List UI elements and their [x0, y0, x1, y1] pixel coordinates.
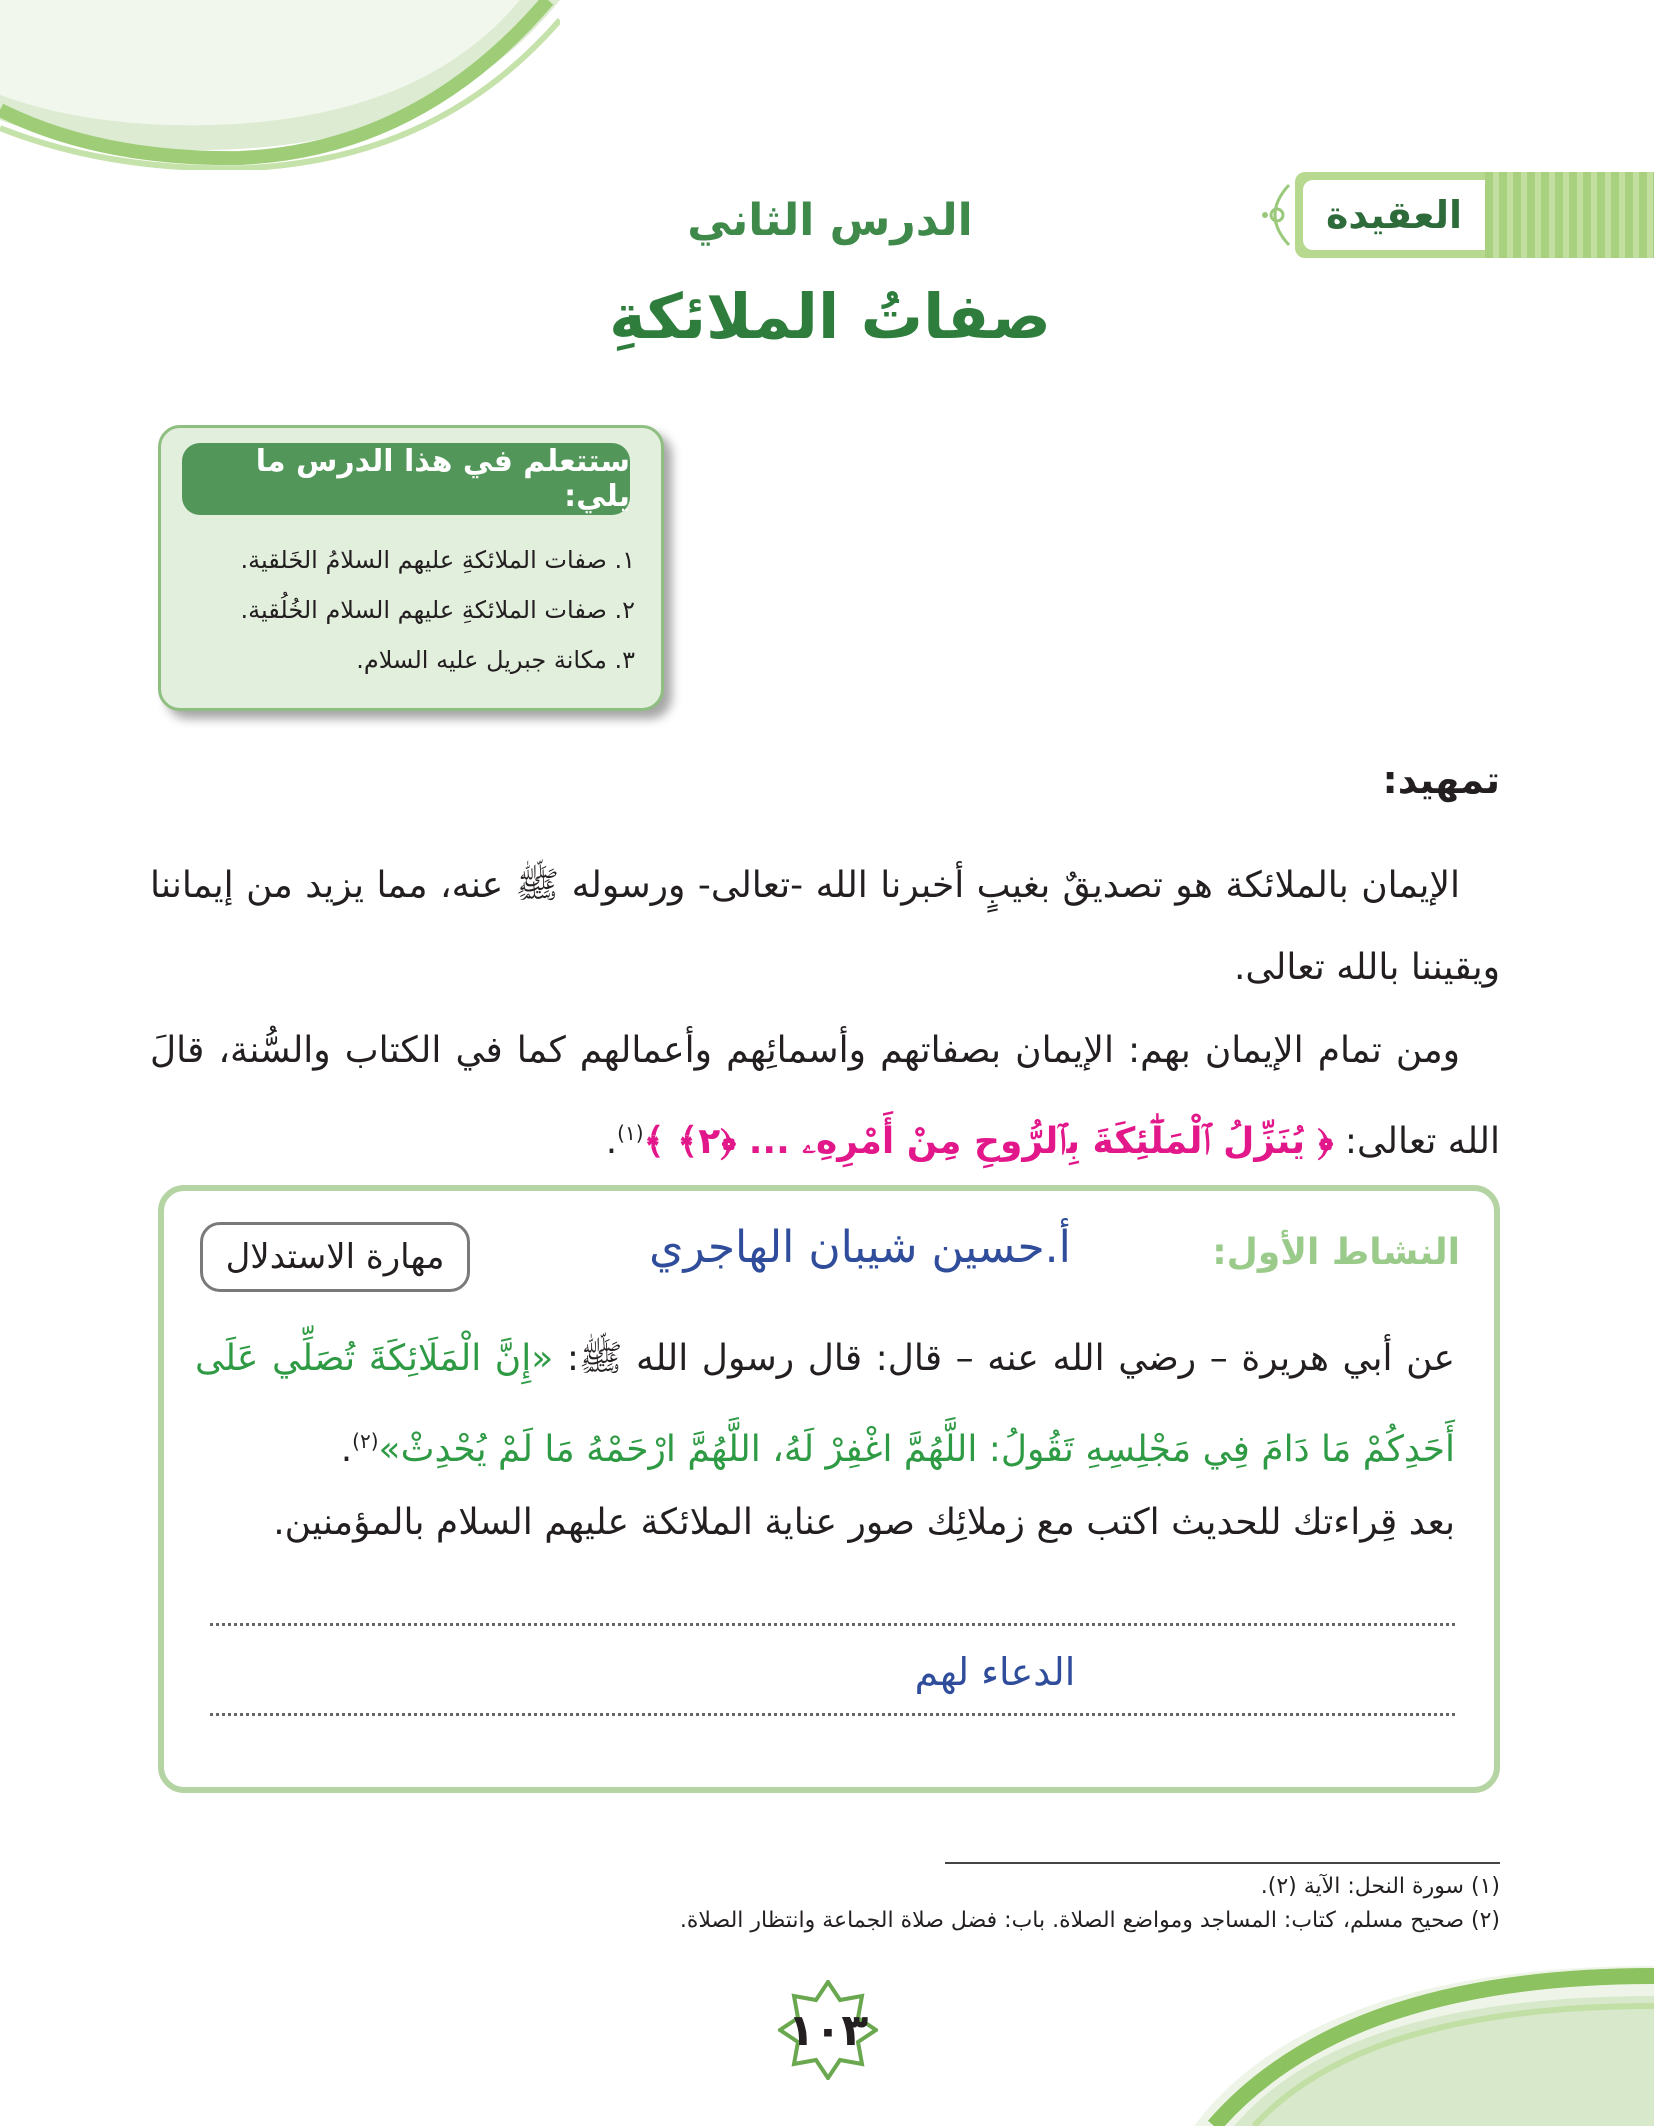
activity-task: بعد قِراءتك للحديث اكتب مع زملائِك صور عناية الملائكة عليهم السلام بالمؤمنين.: [273, 1502, 1455, 1543]
objectives-list: [180, 535, 635, 685]
intro-paragraph-1: الإيمان بالملائكة هو تصديقٌ بغيبٍ أخبرنا الله -تعالى- ورسوله ﷺ عنه، مما يزيد من إيماننا ويقيننا بالله تعالى.: [150, 865, 1500, 988]
subject-tab-stripes: [1485, 172, 1654, 258]
footnote-divider: [945, 1862, 1500, 1864]
answer-line: [210, 1713, 1455, 1716]
answer-line: [210, 1623, 1455, 1626]
hadith-paragraph: [195, 1318, 1455, 1491]
page-number: ١٠٣: [787, 2004, 869, 2056]
corner-decoration-top: [0, 0, 560, 170]
skill-badge: مهارة الاستدلال: [200, 1222, 470, 1292]
footnotes: [500, 1870, 1500, 1938]
corner-decoration-bottom: [1194, 1936, 1654, 2126]
footnote-1: (١) سورة النحل: الآية (٢).: [1260, 1874, 1500, 1899]
paragraph-2-end: .: [605, 1121, 618, 1162]
hadith-text: «إِنَّ الْمَلَائِكَةَ تُصَلِّي عَلَى أَحَدِكُمْ مَا دَامَ فِي مَجْلِسِهِ تَقُولُ: اللَّهُمَّ اغْفِرْ لَهُ، اللَّهُمَّ ارْحَمْهُ مَا لَمْ يُحْدِثْ»: [195, 1338, 1455, 1470]
handwritten-answer: الدعاء لهم: [914, 1650, 1076, 1694]
objective-item: ١. صفات الملائكةِ عليهم السلامُ الخَلقية.: [240, 546, 635, 574]
objectives-heading: ستتعلم في هذا الدرس ما يلي:: [182, 443, 630, 515]
verse-footnote-ref: (١): [617, 1121, 644, 1145]
hadith-intro: عن أبي هريرة – رضي الله عنه – قال: قال رسول الله ﷺ:: [566, 1338, 1456, 1379]
hadith-end: .: [340, 1429, 353, 1470]
lesson-title: صفاتُ الملائكةِ: [609, 280, 1051, 353]
author-name: أ.حسين شيبان الهاجري: [649, 1222, 1071, 1273]
footnote-2: (٢) صحيح مسلم، كتاب: المساجد ومواضع الصلاة. باب: فضل صلاة الجماعة وانتظار الصلاة.: [679, 1908, 1500, 1933]
objective-item: ٢. صفات الملائكةِ عليهم السلام الخُلُقية.: [240, 596, 635, 624]
quran-verse: ﴿ يُنَزِّلُ ٱلْمَلَٰٓئِكَةَ بِٱلرُّوحِ مِنْ أَمْرِهِۦ ... ﴿٢﴾ ﴾: [643, 1121, 1334, 1162]
subject-tab: [1295, 172, 1485, 258]
paragraph-2-prefix: ومن تمام الإيمان بهم: الإيمان بصفاتهم وأسمائِهم وأعمالهم كما في الكتاب والسُّنة، قالَ الله تعالى:: [150, 1030, 1500, 1162]
objective-item: ٣. مكانة جبريل عليه السلام.: [356, 646, 635, 674]
intro-paragraph-2: [150, 1010, 1500, 1183]
hadith-footnote-ref: (٢): [352, 1429, 379, 1453]
subject-label: العقيدة: [1326, 193, 1462, 237]
activity-title: النشاط الأول:: [1212, 1232, 1460, 1273]
subject-ornament-icon: [1255, 180, 1295, 250]
intro-heading: تمهيد:: [1382, 758, 1500, 802]
lesson-number: الدرس الثاني: [687, 195, 973, 246]
